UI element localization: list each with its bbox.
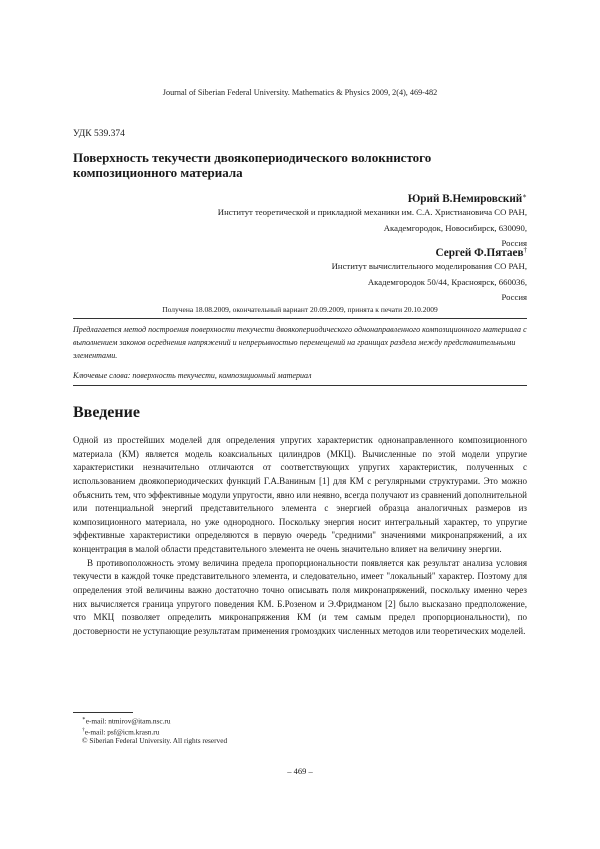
author-2-affiliation: Институт вычислительного моделирования СО РАН, Академгородок 50/44, Красноярск, 660036, Россия — [331, 261, 527, 303]
footnote-copyright: © Siberian Federal University. All rights reserved — [82, 736, 228, 745]
body-text — [73, 434, 527, 638]
abstract-top-rule — [73, 318, 527, 319]
abstract: Предлагается метод построения поверхности текучести двоякопериодического однонаправленного композиционного материала с выполнением законов осреднения напряжений и непрерывностью перемещений на границах раздела между представительными элементами. — [73, 325, 527, 361]
udk-code: УДК 539.374 — [73, 129, 125, 139]
footnote-rule — [73, 712, 133, 713]
footnote-email-1: ∗e-mail: ntmirov@itam.nsc.ru — [82, 716, 171, 726]
author-1-name: Юрий В.Немировский∗ — [407, 192, 527, 205]
paragraph: В противоположность этому величина предела пропорциональности появляется как результат анализа условия текучести в каждой точке представительного элемента, и следовательно, имеет "локальный" характер. Поэтому для определения этой величины важно достаточно точно описывать поля микронапряжений, поскольку именно через них вычисляется граница упругого поведения КМ. Б.Розеном и Э.Фридманом [2] было высказано предположение, что МКЦ позволяет определить микронапряжения КМ (и тем самым предел пропорциональности), по достоверности не уступающие результатам применения громоздких численных методов или теоретических моделей. — [73, 557, 527, 636]
received-dates: Получена 18.08.2009, окончательный вариант 20.09.2009, принята к печати 20.10.2009 — [162, 305, 438, 314]
footnote-email-2: †e-mail: psf@icm.krasn.ru — [82, 727, 160, 737]
abstract-bottom-rule — [73, 385, 527, 386]
page-number: – 469 – — [287, 766, 313, 776]
keywords: Ключевые слова: поверхность текучести, композиционный материал — [73, 371, 312, 380]
journal-header: Journal of Siberian Federal University. Mathematics & Physics 2009, 2(4), 469-482 — [162, 88, 438, 97]
section-title: Введение — [73, 404, 140, 421]
paragraph: Одной из простейших моделей для определения упругих характеристик однонаправленного композиционного материала (КМ) является модель коаксиальных цилиндров (МКЦ). Вычисленные по этой модели упругие характеристики незначительно отличаются от соответствующих упругих характеристик, полученных с использованием двоякопериодических функций Г.А.Ваниным [1] для КМ с регулярными структурами. Это можно объяснить тем, что эффективные модули упругости, явно или неявно, всегда получают из сравнений дополнительной или потенциальной энергий представительного элемента с энергией образца аналогичных размеров из композиционного материала, но уже однородного. Поскольку энергия носит интегральный характер, то упругие эффективные характеристики определяются в первую очередь "средними" значениями микронапряжений, а их концентрация в малой области представительного элемента не очень значительно влияет на величину энергии. — [73, 435, 527, 554]
author-1-affiliation: Институт теоретической и прикладной механики им. С.А. Христиановича СО РАН, Академгородок, Новосибирск, 630090, Россия — [217, 207, 527, 249]
author-2-name: Сергей Ф.Пятаев† — [435, 246, 527, 259]
article-title: Поверхность текучести двоякопериодического волокнистого композиционного материала — [73, 150, 432, 180]
